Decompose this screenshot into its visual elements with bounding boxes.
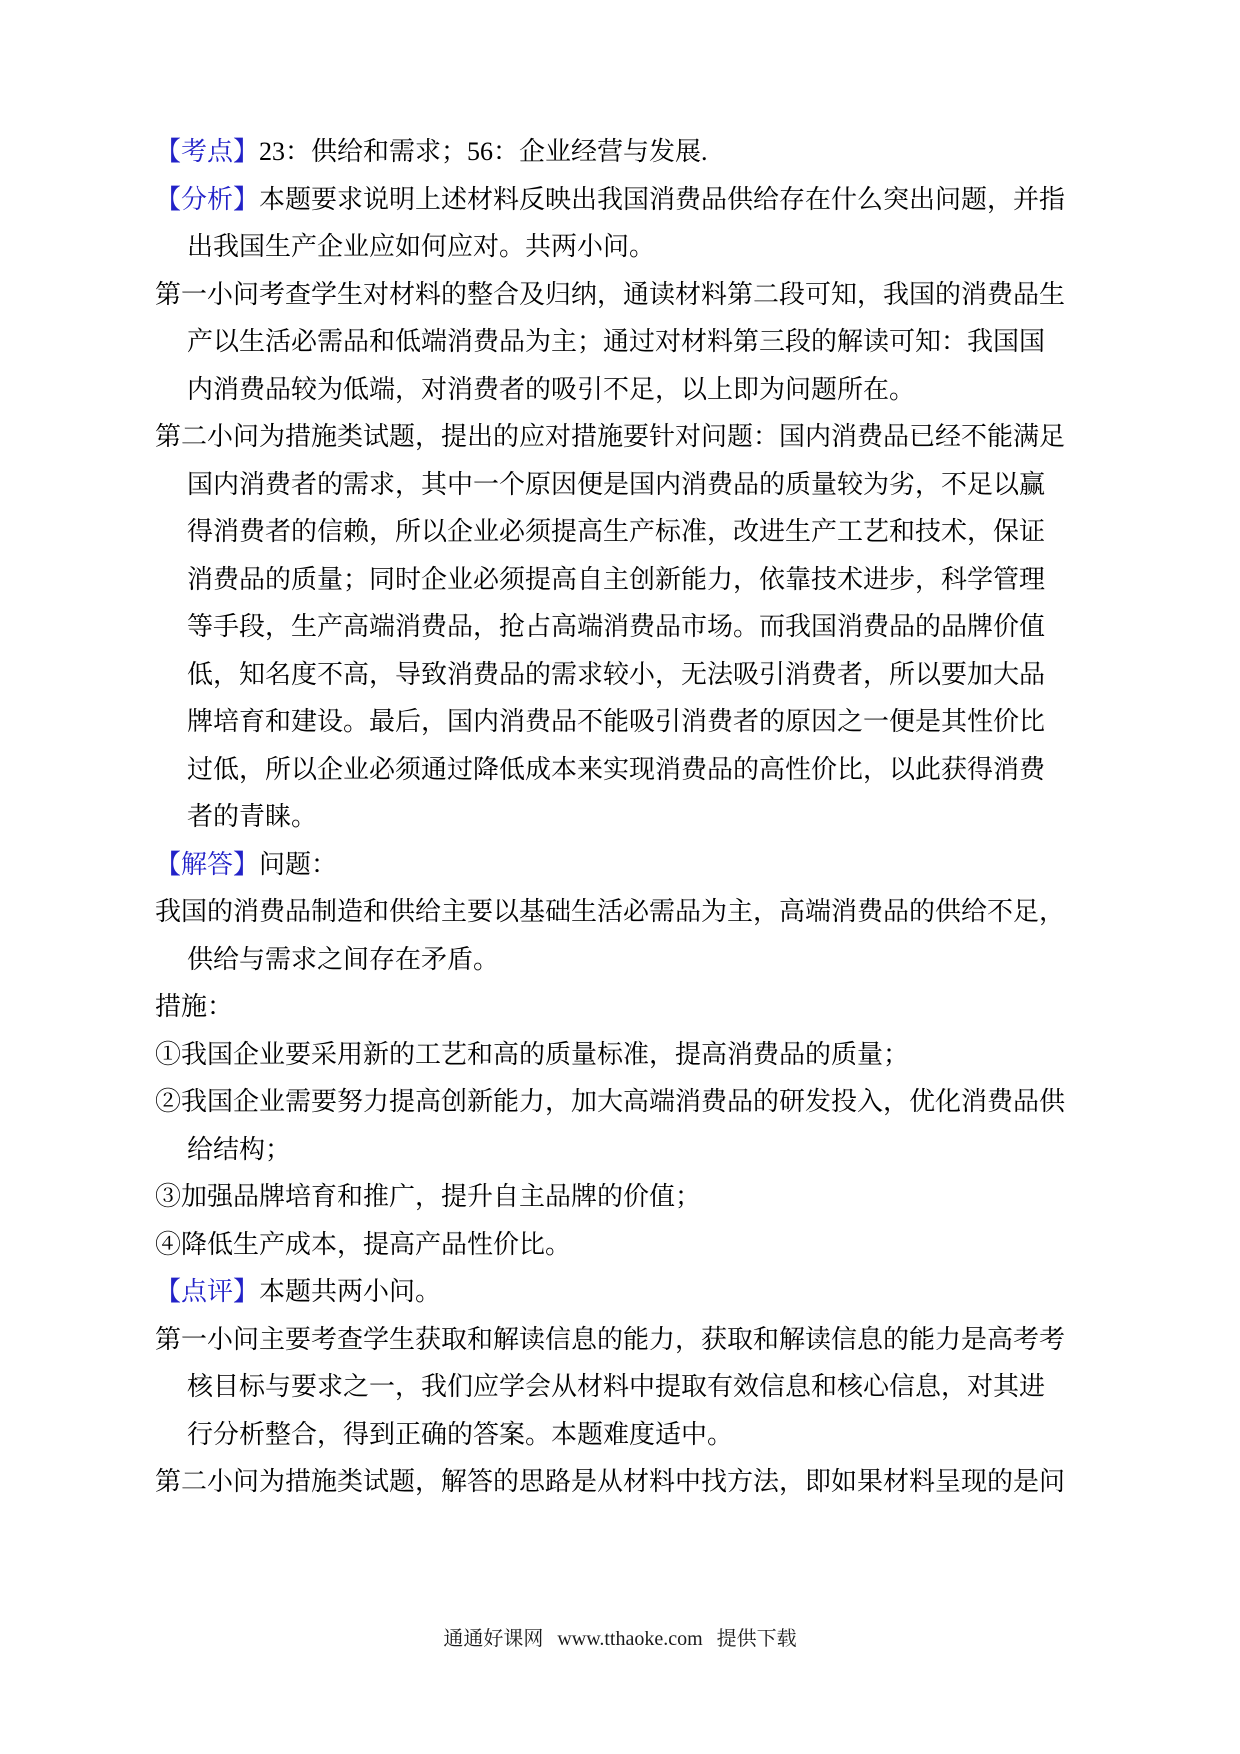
line-text: 23：供给和需求；56：企业经营与发展. [259, 137, 708, 166]
footer-download-note: 提供下载 [716, 1628, 797, 1650]
text-line [155, 1363, 1105, 1411]
footer-site-name: 通通好课网 [443, 1628, 544, 1650]
answer-label: 【解答】 [155, 849, 260, 879]
text-line [155, 1411, 1105, 1459]
text-line [155, 746, 1105, 794]
line-text: ②我国企业需要努力提高创新能力，加大高端消费品的研发投入，优化消费品供 [155, 1087, 1066, 1116]
section-line-answer [155, 841, 1105, 889]
text-line [155, 1078, 1105, 1126]
text-line [155, 983, 1105, 1031]
line-text: 消费品的质量；同时企业必须提高自主创新能力，依靠技术进步，科学管理 [187, 564, 1046, 594]
line-text: 措施： [155, 992, 234, 1021]
line-text: 过低，所以企业必须通过降低成本来实现消费品的高性价比，以此获得消费 [187, 754, 1046, 784]
text-line [155, 1173, 1105, 1221]
text-line [155, 1126, 1105, 1174]
line-text: 内消费品较为低端，对消费者的吸引不足，以上即为问题所在。 [187, 374, 916, 404]
text-line [155, 318, 1105, 366]
line-text: 本题共两小问。 [259, 1277, 442, 1306]
text-line [155, 556, 1105, 604]
exam-point-label: 【考点】 [155, 137, 260, 166]
line-text: 第二小问为措施类试题，提出的应对措施要针对问题：国内消费品已经不能满足 [155, 422, 1066, 451]
text-line [155, 1221, 1105, 1269]
line-text: 供给与需求之间存在矛盾。 [187, 944, 500, 974]
page-footer [0, 1622, 1240, 1651]
line-text: 国内消费者的需求，其中一个原因便是国内消费品的质量较为劣，不足以赢 [187, 469, 1046, 499]
text-line [155, 413, 1105, 461]
text-line [155, 223, 1105, 271]
document-body [155, 128, 1105, 1506]
line-text: ④降低生产成本，提高产品性价比。 [155, 1229, 572, 1259]
line-text: 问题： [259, 849, 338, 879]
text-line [155, 888, 1105, 936]
text-line [155, 1316, 1105, 1364]
line-text: 第一小问主要考查学生获取和解读信息的能力，获取和解读信息的能力是高考考 [155, 1324, 1066, 1354]
text-line [155, 603, 1105, 651]
section-line-analysis [155, 176, 1105, 224]
text-line [155, 698, 1105, 746]
text-line [155, 508, 1105, 556]
line-text: ①我国企业要采用新的工艺和高的质量标准，提高消费品的质量； [155, 1039, 910, 1069]
line-text: 牌培育和建设。最后，国内消费品不能吸引消费者的原因之一便是其性价比 [187, 707, 1046, 736]
line-text: ③加强品牌培育和推广，提升自主品牌的价值； [155, 1182, 702, 1211]
text-line [155, 271, 1105, 319]
text-line [155, 793, 1105, 841]
line-text: 低，知名度不高，导致消费品的需求较小，无法吸引消费者，所以要加大品 [187, 659, 1046, 689]
line-text: 我国的消费品制造和供给主要以基础生活必需品为主，高端消费品的供给不足， [155, 897, 1066, 926]
text-line [155, 366, 1105, 414]
footer-url: www.tthaoke.com [557, 1628, 703, 1650]
line-text: 核目标与要求之一，我们应学会从材料中提取有效信息和核心信息，对其进 [187, 1372, 1046, 1401]
line-text: 等手段，生产高端消费品，抢占高端消费品市场。而我国消费品的品牌价值 [187, 612, 1046, 641]
line-text: 出我国生产企业应如何应对。共两小问。 [187, 232, 656, 261]
section-line-comment [155, 1268, 1105, 1316]
line-text: 者的青睐。 [187, 802, 318, 831]
line-text: 给结构； [187, 1134, 292, 1164]
comment-label: 【点评】 [155, 1277, 260, 1306]
line-text: 第二小问为措施类试题，解答的思路是从材料中找方法，即如果材料呈现的是问 [155, 1467, 1066, 1496]
line-text: 得消费者的信赖，所以企业必须提高生产标准，改进生产工艺和技术，保证 [187, 517, 1046, 546]
line-text: 第一小问考查学生对材料的整合及归纳，通读材料第二段可知，我国的消费品生 [155, 279, 1066, 309]
line-text: 产以生活必需品和低端消费品为主；通过对材料第三段的解读可知：我国国 [187, 327, 1046, 356]
text-line [155, 461, 1105, 509]
analysis-label: 【分析】 [155, 184, 260, 214]
section-line-exam-point [155, 128, 1105, 176]
text-line [155, 1458, 1105, 1506]
line-text: 本题要求说明上述材料反映出我国消费品供给存在什么突出问题，并指 [259, 184, 1066, 214]
text-line [155, 651, 1105, 699]
line-text: 行分析整合，得到正确的答案。本题难度适中。 [187, 1419, 734, 1449]
text-line [155, 936, 1105, 984]
text-line [155, 1031, 1105, 1079]
